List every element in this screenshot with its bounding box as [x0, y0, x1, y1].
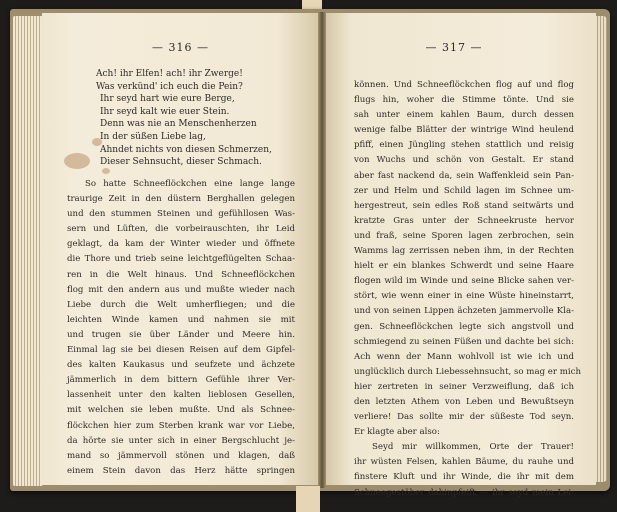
book-gutter — [318, 12, 326, 488]
text-line: des kalten Kaukasus und seufzete und ächzete — [67, 360, 295, 371]
text-line: Ach wenn der Mann wohlvoll ist wie ich und — [354, 351, 574, 362]
text-line: mit welchen sie leben mußte. Und als Schnee- — [67, 405, 295, 416]
text-line: hier zertreten in seiner Verzweiflung, daß ich — [354, 381, 574, 392]
text-line: leichten Winde kamen und nahmen sie mit — [67, 314, 295, 325]
text-line: schmiegend zu seinen Füßen und dachte bei sich: — [354, 336, 574, 347]
text-line: und den stummen Steinen und gefühllosen Was- — [67, 209, 295, 220]
stain-spot — [64, 153, 90, 169]
text-line: wenige falbe Blätter der wintrige Wind heulend — [354, 125, 574, 136]
text-line: und trugen sie über Länder und Meere hin. — [67, 329, 295, 340]
text-line: zer und Helm und Schild lagen im Schnee um- — [354, 185, 574, 196]
text-line: kratzte Gras unter der Schneekruste hervor — [354, 215, 574, 226]
text-line: flog mit den andern aus und mußte wieder nach — [67, 284, 295, 295]
text-line: Liebe durch die Welt umherfliegen; und die — [67, 299, 295, 310]
text-line: mand so jämmervoll stönen und klagen, daß — [67, 450, 295, 461]
text-line: hielt er ein blankes Schwerdt und seine Haare — [354, 261, 574, 272]
text-line: gen. Schneeflöckchen legte sich angstvoll und — [354, 321, 574, 332]
text-line: hergestreut, sein edles Roß stand seitwärts und — [354, 200, 574, 211]
page-edges-right — [595, 16, 607, 482]
text-line: Schneegestöber dahinpfeift — ihr seyd mein Lei- — [354, 487, 574, 498]
text-line: lassenheit unter den kalten lieblosen Gesellen, — [67, 390, 295, 401]
right-prose — [354, 78, 581, 501]
poem-line: Denn was nie an Menschenherzen — [100, 119, 257, 130]
text-line: finstere Kluft und ihr Winde, die ihr mit dem — [354, 472, 574, 483]
poem — [96, 68, 272, 169]
text-line: sern und Lüften, die vorbeirauschten, ihr Leid — [67, 224, 295, 235]
poem-line: Ahndet nichts von diesen Schmerzen, — [100, 144, 272, 155]
page-number-right: — 317 — — [425, 41, 483, 54]
text-line: Wamms lag zerrissen neben ihm, in der Rechten — [354, 246, 574, 257]
text-line: die Thore und trieb seine leichtgeflügelten Schaa- — [67, 254, 295, 265]
page-number-left: — 316 — — [152, 41, 209, 54]
text-line: aber fast nackend da, sein Waffenkleid sein Pan- — [354, 170, 574, 181]
text-line: flöckchen hier zum Sterben krank war vor Liebe, — [67, 420, 295, 431]
text-line: geklagt, da kam der Winter wieder und öffnete — [67, 239, 295, 250]
text-line: So hatte Schneeflöckchen eine lange lange — [85, 179, 295, 189]
text-line: ihr wüsten Felsen, kahlen Bäume, du rauhe und — [354, 457, 574, 468]
text-line: flugs hin, woher die Stimme tönte. Und sie — [354, 95, 574, 106]
poem-line: In der süßen Liebe lag, — [100, 131, 206, 142]
stain-spot — [102, 168, 110, 174]
left-prose — [67, 177, 295, 479]
text-line: da hörte sie unter sich in einer Bergschlucht je- — [67, 435, 295, 446]
poem-line: Dieser Sehnsucht, dieser Schmach. — [100, 157, 262, 168]
text-line: können. Und Schneeflöckchen flog auf und flog — [354, 80, 574, 90]
poem-line: Ihr seyd kalt wie euer Stein. — [100, 106, 230, 117]
text-line: den letzten Athem von Leben und Bewußtseyn — [354, 396, 574, 407]
text-line: stört, wie wenn einer in eine Wüste hineinstarrt, — [354, 291, 574, 302]
poem-line: Was verkünd' ich euch die Pein? — [96, 81, 243, 92]
bookmark-ribbon-bottom — [296, 486, 320, 512]
text-line: sah unter einem kahlen Baum, durch dessen — [354, 110, 574, 121]
text-line: jämmerlich in dem bittern Gefühle ihrer Ver- — [67, 375, 295, 386]
text-line: Einmal lag sie bei diesen Reisen auf dem Gipfel- — [67, 345, 295, 356]
page-edges-left — [13, 16, 43, 486]
text-line: und fraß, seine Sporen lagen zerbrochen, sein — [354, 230, 574, 241]
text-line: ren in die Welt hinaus. Und Schneeflöckchen — [67, 269, 295, 280]
text-line: pfiff, einen Jüngling stehen stattlich und reisig — [354, 140, 574, 151]
left-page — [42, 13, 319, 485]
text-line: von Wuchs und schön von Gestalt. Er stand — [354, 155, 574, 166]
text-line: traurige Zeit in den düstern Berghallen gelegen — [67, 194, 295, 205]
text-line: unglücklich durch Liebessehnsucht, so mag er mich — [354, 366, 581, 377]
text-line: und von seinen Lippen ächzeten jammervolle Kla- — [354, 306, 574, 317]
right-page — [324, 13, 596, 498]
text-line: Seyd mir willkommen, Orte der Trauer! — [372, 442, 574, 453]
text-line: verliere! Das sollte mir der süßeste Tod seyn. — [354, 412, 574, 423]
text-line: flogen wild im Winde und seine Blicke sahen ver- — [354, 276, 574, 287]
poem-line: Ihr seyd hart wie eure Berge, — [100, 94, 235, 105]
text-line: Er klagte aber also: — [354, 427, 440, 438]
poem-line: Ach! ihr Elfen! ach! ihr Zwerge! — [96, 69, 243, 79]
text-line: einem Stein davon das Herz hätte springen — [67, 465, 295, 476]
